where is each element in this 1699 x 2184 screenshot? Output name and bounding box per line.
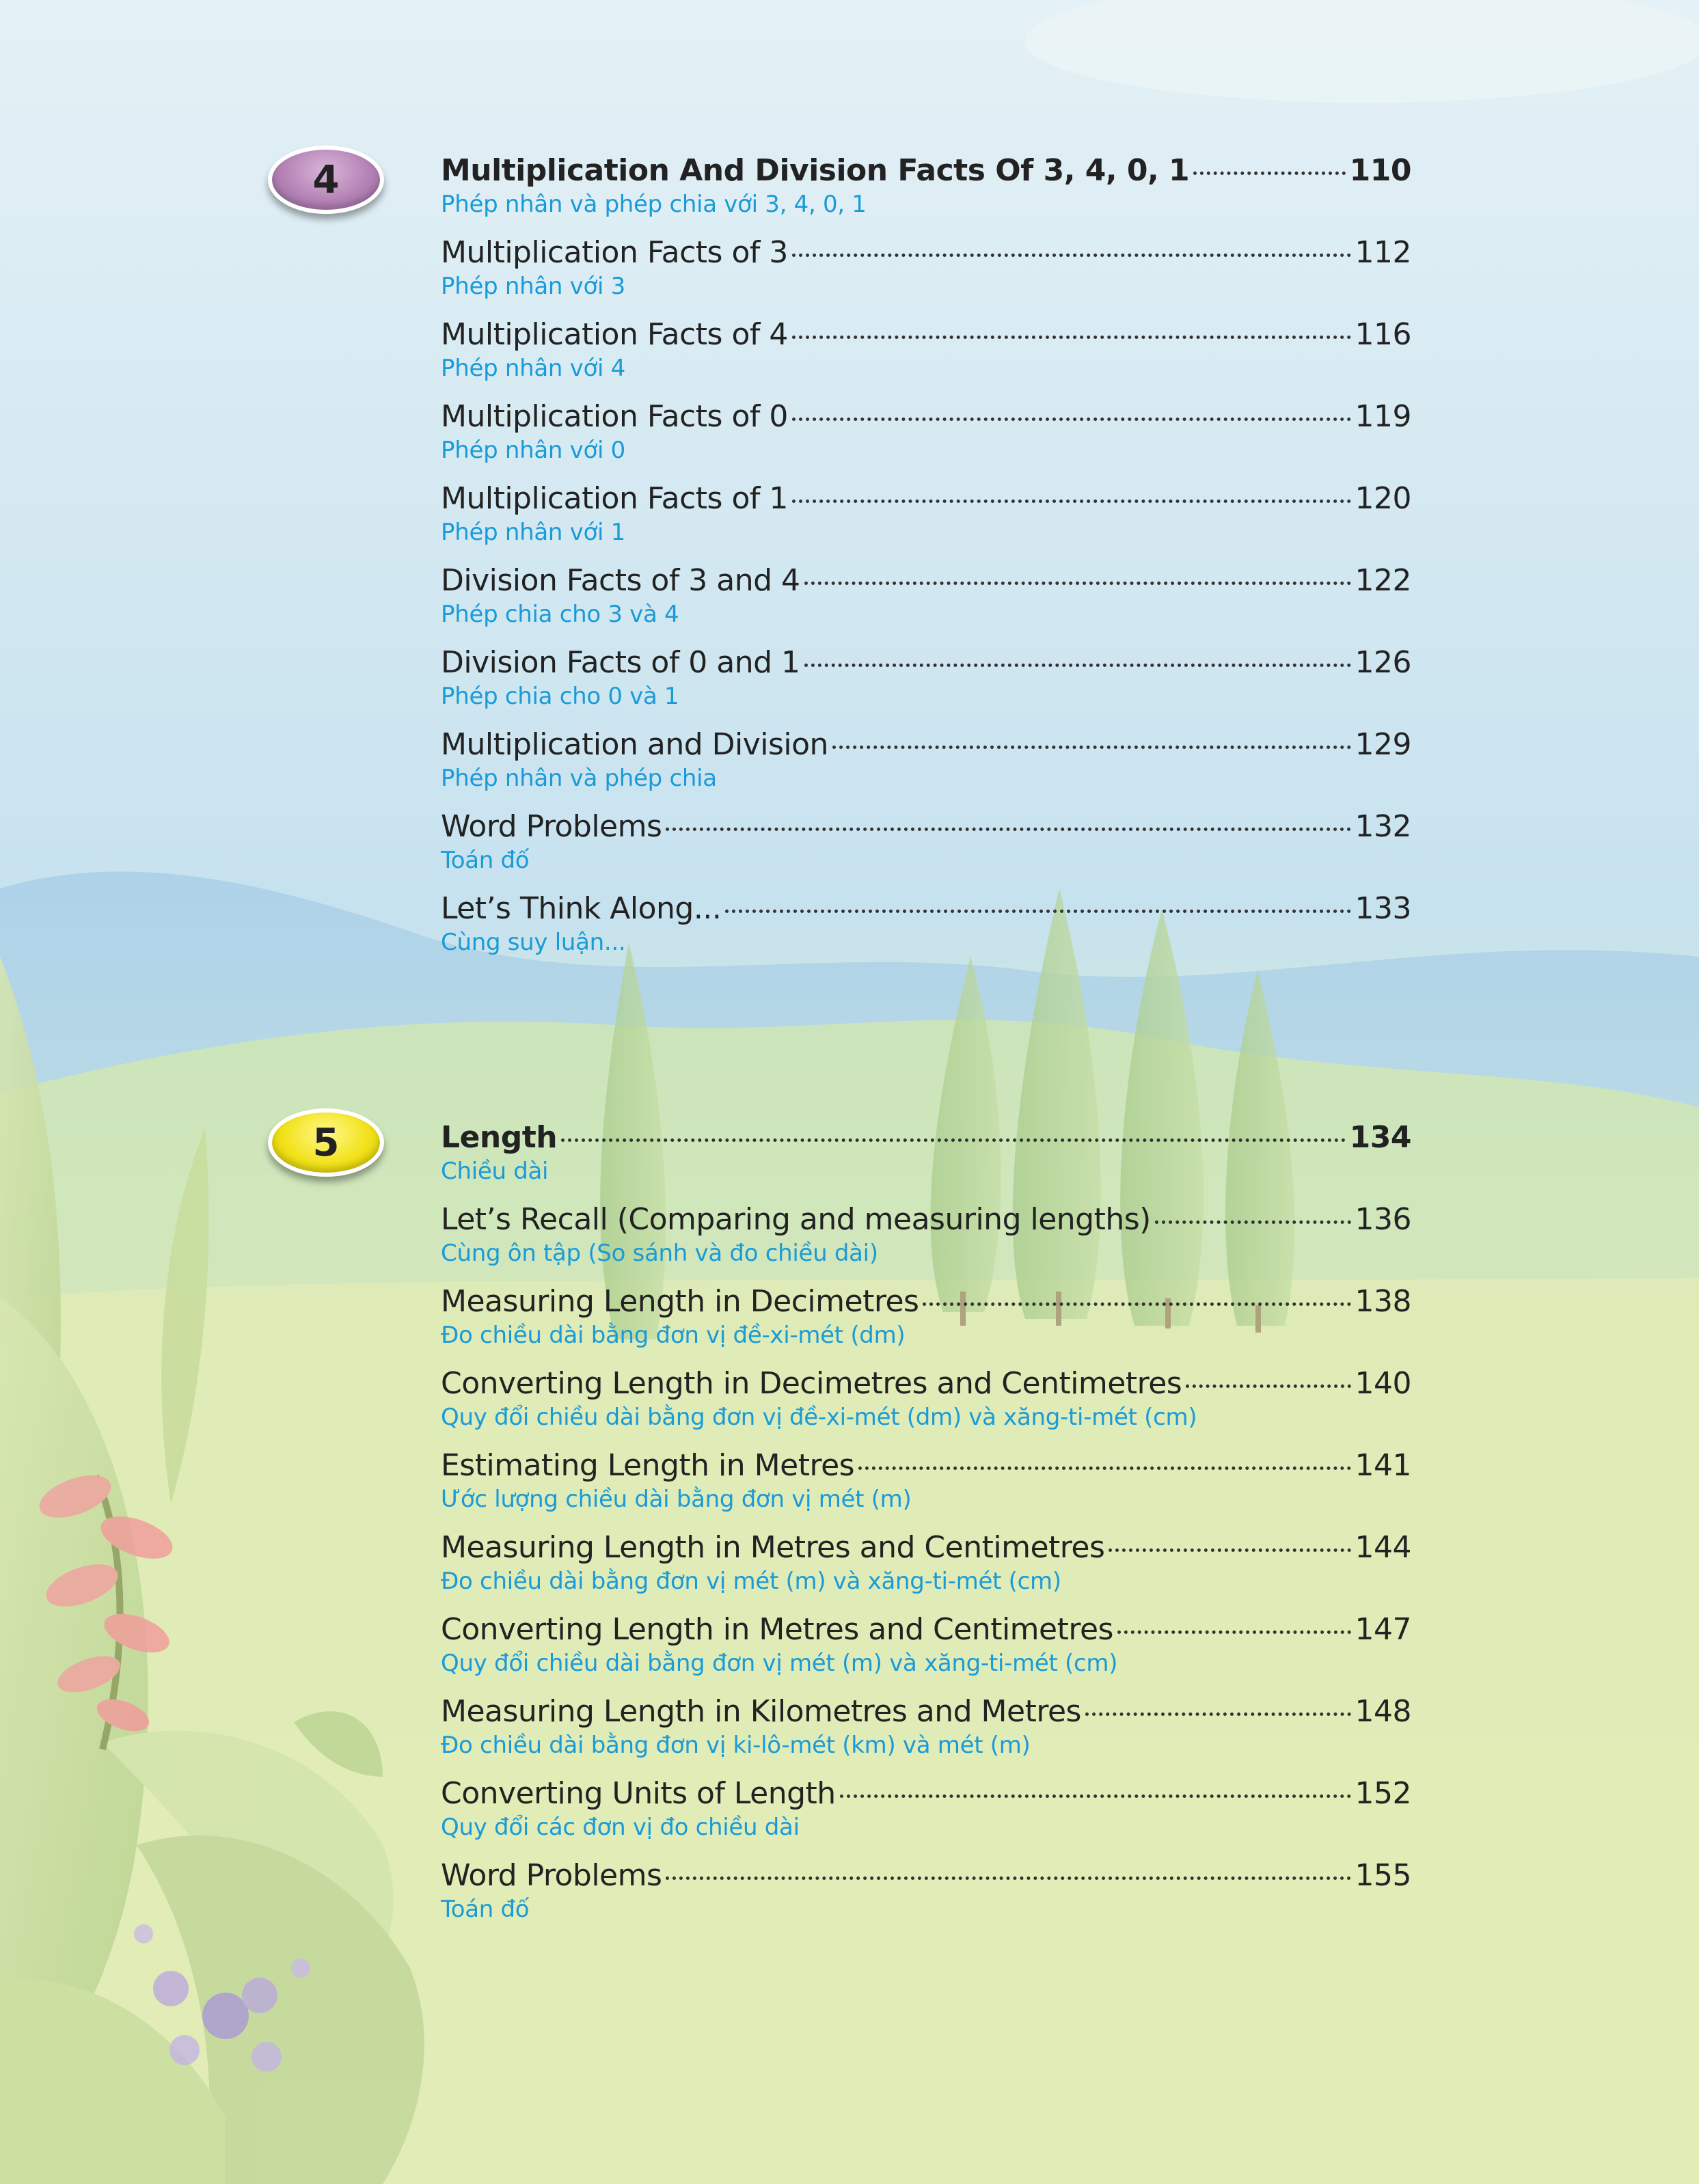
toc-entry[interactable] (441, 890, 1411, 957)
entry-subtitle: Phép nhân với 1 (441, 519, 625, 546)
leader-dots (858, 1466, 1350, 1470)
leader-dots (1085, 1712, 1351, 1716)
entry-title: Multiplication and Division (441, 727, 828, 762)
entry-page: 155 (1355, 1858, 1411, 1893)
toc-entry[interactable] (441, 1283, 1411, 1350)
entry-subtitle: Quy đổi các đơn vị đo chiều dài (441, 1814, 800, 1841)
entry-page: 144 (1355, 1530, 1411, 1565)
leader-dots (792, 500, 1351, 503)
toc-entry[interactable] (441, 1693, 1411, 1760)
toc-entry[interactable] (441, 1857, 1411, 1924)
entry-page: 126 (1355, 645, 1411, 680)
entry-page: 133 (1355, 891, 1411, 926)
entry-page: 134 (1349, 1120, 1411, 1155)
entry-subtitle: Đo chiều dài bằng đơn vị ki-lô-mét (km) và mét (m) (441, 1732, 1031, 1759)
leader-dots (832, 746, 1351, 749)
entry-title: Measuring Length in Decimetres (441, 1284, 919, 1319)
leader-dots (792, 336, 1351, 339)
entry-subtitle: Chiều dài (441, 1158, 549, 1185)
toc-entry[interactable] (441, 1447, 1411, 1514)
leader-dots (840, 1794, 1351, 1798)
entry-page: 141 (1355, 1448, 1411, 1483)
entry-page: 148 (1355, 1694, 1411, 1729)
entry-page: 140 (1355, 1366, 1411, 1401)
cloud (1025, 0, 1699, 103)
leader-dots (792, 418, 1351, 421)
entry-title: Measuring Length in Metres and Centimetres (441, 1530, 1105, 1565)
entry-subtitle: Cùng suy luận... (441, 929, 626, 956)
entry-title: Converting Units of Length (441, 1776, 836, 1811)
entry-page: 147 (1355, 1612, 1411, 1647)
entry-title: Estimating Length in Metres (441, 1448, 855, 1483)
toc-entry[interactable] (441, 644, 1411, 711)
entry-title: Division Facts of 3 and 4 (441, 563, 800, 598)
toc-entry[interactable] (441, 808, 1411, 875)
entry-subtitle: Phép nhân và phép chia với 3, 4, 0, 1 (441, 191, 867, 218)
entry-title: Multiplication Facts of 3 (441, 235, 788, 270)
chapter-number-badge (268, 1108, 384, 1177)
toc-entry[interactable] (441, 398, 1411, 465)
entry-subtitle: Phép nhân với 0 (441, 437, 625, 464)
leader-dots (1155, 1220, 1351, 1224)
leader-dots (923, 1302, 1350, 1306)
entry-page: 112 (1355, 235, 1411, 270)
chapter-number: 4 (312, 157, 340, 202)
leader-dots (1109, 1548, 1350, 1552)
entry-subtitle: Đo chiều dài bằng đơn vị đề-xi-mét (dm) (441, 1322, 906, 1349)
leader-dots (804, 664, 1351, 667)
toc-entry[interactable] (441, 1611, 1411, 1678)
leader-dots (1193, 172, 1345, 175)
entry-title: Let’s Recall (Comparing and measuring lengths) (441, 1202, 1151, 1237)
entry-page: 110 (1349, 153, 1411, 188)
toc-entry[interactable] (441, 1775, 1411, 1842)
entry-page: 136 (1355, 1202, 1411, 1237)
chapter-heading-entry[interactable] (441, 1119, 1411, 1186)
chapter-number-badge (268, 146, 384, 214)
entry-subtitle: Toán đố (441, 1896, 530, 1923)
entry-page: 122 (1355, 563, 1411, 598)
entry-page: 129 (1355, 727, 1411, 762)
entry-subtitle: Phép nhân và phép chia (441, 765, 717, 792)
toc-entry[interactable] (441, 316, 1411, 383)
entry-title: Word Problems (441, 1858, 662, 1893)
entry-page: 152 (1355, 1776, 1411, 1811)
entry-subtitle: Toán đố (441, 847, 530, 874)
entry-title: Word Problems (441, 809, 662, 844)
entry-subtitle: Phép chia cho 3 và 4 (441, 601, 679, 628)
entry-title: Multiplication Facts of 1 (441, 481, 788, 516)
entry-title: Multiplication And Division Facts Of 3, 4, 0, 1 (441, 153, 1190, 188)
toc-entry[interactable] (441, 1201, 1411, 1268)
entry-subtitle: Phép nhân với 4 (441, 355, 625, 382)
toc-entry[interactable] (441, 1365, 1411, 1432)
toc-entry[interactable] (441, 1529, 1411, 1596)
entry-subtitle: Quy đổi chiều dài bằng đơn vị đề-xi-mét (dm) và xăng-ti-mét (cm) (441, 1404, 1197, 1431)
leader-dots (1117, 1630, 1351, 1634)
entry-title: Converting Length in Metres and Centimetres (441, 1612, 1113, 1647)
chapter-number: 5 (312, 1120, 340, 1165)
entry-subtitle: Cùng ôn tập (So sánh và đo chiều dài) (441, 1240, 878, 1267)
entry-title: Division Facts of 0 and 1 (441, 645, 800, 680)
toc-entry[interactable] (441, 234, 1411, 301)
leader-dots (666, 828, 1350, 831)
entry-page: 138 (1355, 1284, 1411, 1319)
leader-dots (725, 910, 1350, 913)
entry-subtitle: Phép chia cho 0 và 1 (441, 683, 679, 710)
entry-subtitle: Quy đổi chiều dài bằng đơn vị mét (m) và xăng-ti-mét (cm) (441, 1650, 1118, 1677)
entry-title: Multiplication Facts of 0 (441, 399, 788, 434)
entry-page: 132 (1355, 809, 1411, 844)
entry-page: 119 (1355, 399, 1411, 434)
entry-title: Multiplication Facts of 4 (441, 317, 788, 352)
entry-title: Length (441, 1120, 558, 1155)
leader-dots (1186, 1384, 1350, 1388)
entry-page: 116 (1355, 317, 1411, 352)
entry-title: Let’s Think Along... (441, 891, 722, 926)
chapter-heading-entry[interactable] (441, 152, 1411, 219)
toc-entry[interactable] (441, 480, 1411, 547)
entry-subtitle: Đo chiều dài bằng đơn vị mét (m) và xăng-ti-mét (cm) (441, 1568, 1061, 1595)
entry-subtitle: Phép nhân với 3 (441, 273, 625, 300)
leader-dots (666, 1876, 1350, 1880)
leader-dots (804, 582, 1351, 585)
entry-subtitle: Ước lượng chiều dài bằng đơn vị mét (m) (441, 1486, 912, 1513)
leader-dots (561, 1138, 1346, 1142)
toc-entry[interactable] (441, 562, 1411, 629)
entry-page: 120 (1355, 481, 1411, 516)
toc-entry[interactable] (441, 726, 1411, 793)
entry-title: Measuring Length in Kilometres and Metres (441, 1694, 1081, 1729)
entry-title: Converting Length in Decimetres and Centimetres (441, 1366, 1182, 1401)
leader-dots (792, 254, 1351, 257)
